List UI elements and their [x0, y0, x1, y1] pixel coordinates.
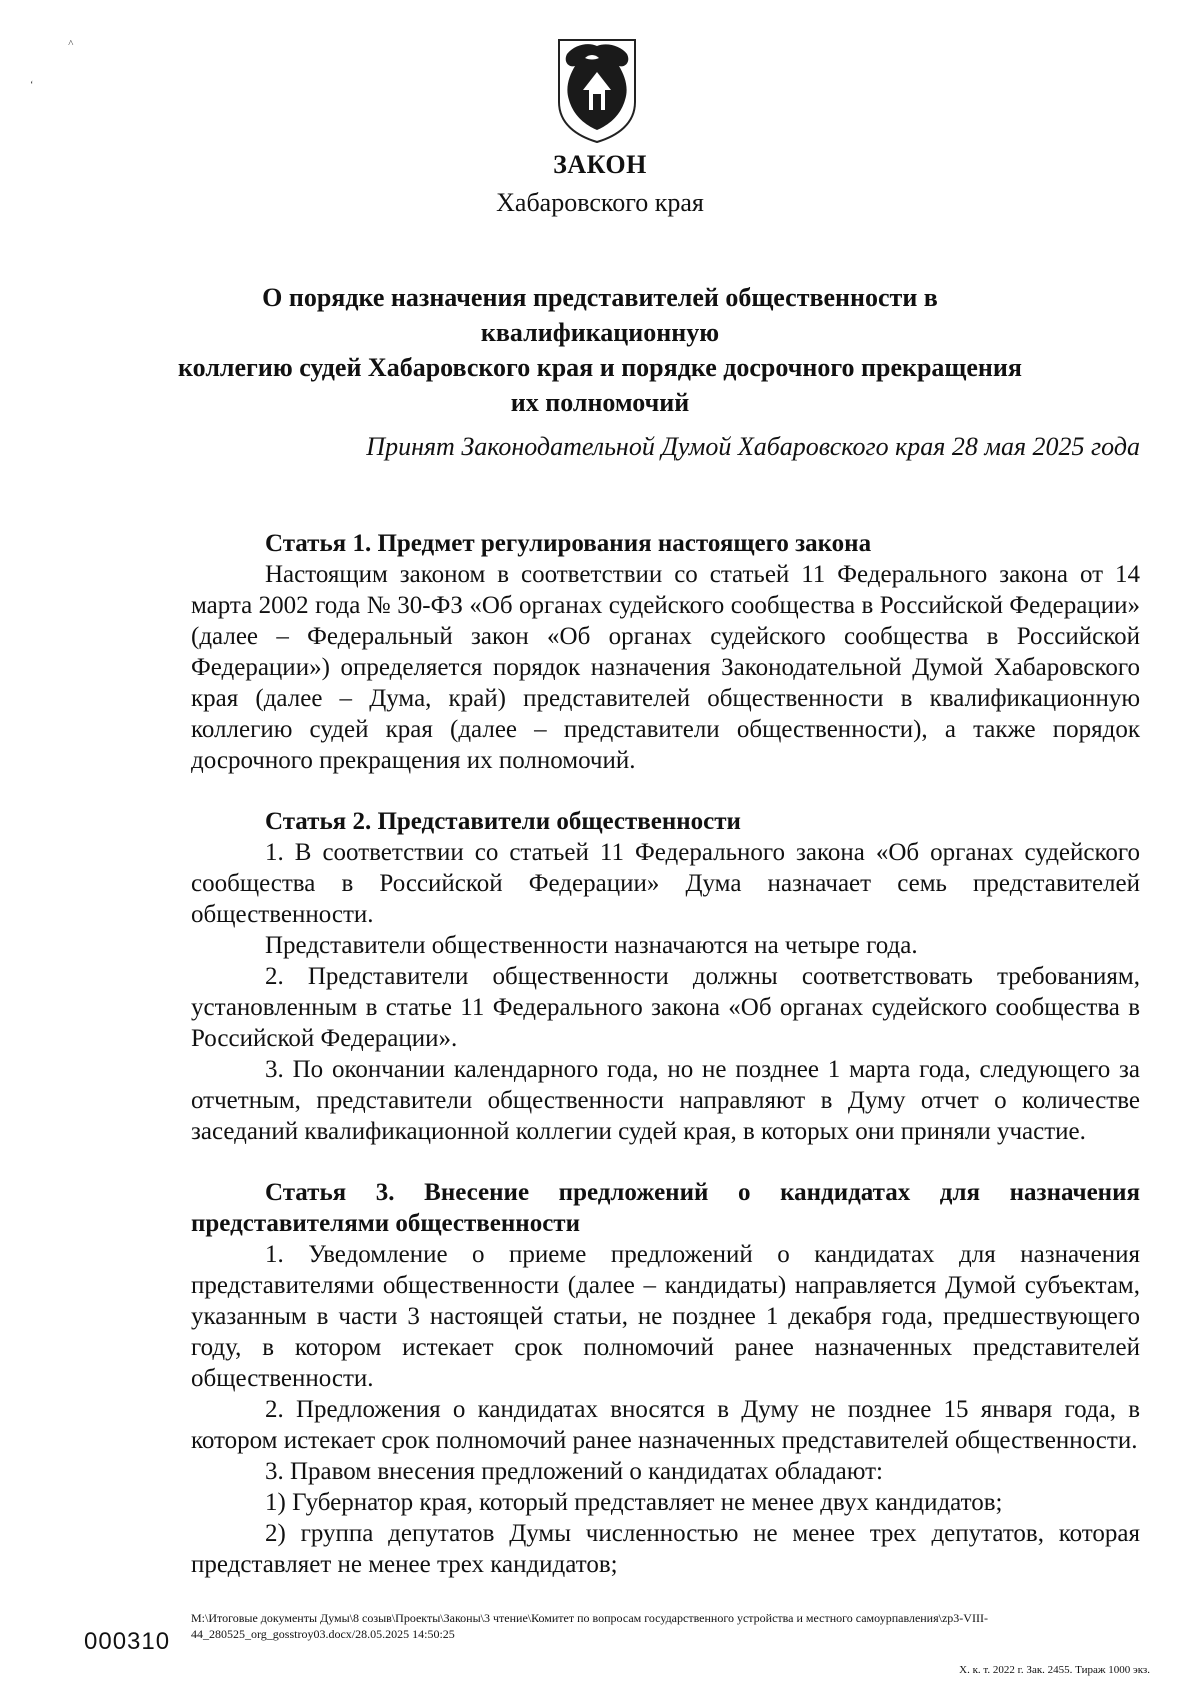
law-name-line: коллегию судей Хабаровского края и порядке досрочного прекращения	[178, 353, 1022, 382]
article-1-title: Статья 1. Предмет регулирования настоящего закона	[265, 530, 872, 557]
article-2-paragraph: 3. По окончании календарного года, но не позднее 1 марта года, следующего за отчетным, представители общественности направляют в Думу отчет о количестве заседаний квалификационной коллегии судей края, в которых они приняли участие.	[191, 1056, 1140, 1145]
article-2-paragraph: 2. Представители общественности должны соответствовать требованиям, установленным в статье 11 Федерального закона «Об органах судейского сообщества в Российской Федерации».	[191, 963, 1140, 1052]
document-body	[191, 528, 1140, 1580]
footer-file-path: M:\Итоговые документы Думы\8 созыв\Проекты\Законы\3 чтение\Комитет по вопросам государственного устройства и местного самоурпавления\zp3-VIII-44_280525_org_gosstroy03.docx/28.05.2025 14:50:25	[191, 1611, 988, 1641]
article-2-paragraph: 1. В соответствии со статьей 11 Федерального закона «Об органах судейского сообщества в Российской Федерации» Дума назначает семь представителей общественности.	[191, 839, 1140, 928]
article-3-paragraph: 1. Уведомление о приеме предложений о кандидатах для назначения представителями общественности (далее – кандидаты) направляется Думой субъектам, указанным в части 3 настоящей статьи, не позднее 1 декабря года, предшествующего году, в котором истекает срок полномочий ранее назначенных представителей общественности.	[191, 1241, 1140, 1392]
article-2-title: Статья 2. Представители общественности	[265, 808, 741, 835]
law-name	[150, 280, 1050, 420]
article-3-paragraph: 1) Губернатор края, который представляет не менее двух кандидатов;	[265, 1489, 1003, 1516]
adoption-note: Принят Законодательной Думой Хабаровского края 28 мая 2025 года	[366, 432, 1140, 461]
article-3-paragraph: 3. Правом внесения предложений о кандидатах обладают:	[265, 1458, 883, 1485]
footer-document-number: 000310	[84, 1628, 171, 1655]
law-name-line: их полномочий	[510, 388, 690, 417]
scan-speck: ʻ	[30, 80, 34, 91]
article-1-paragraph: Настоящим законом в соответствии со статьей 11 Федерального закона от 14 марта 2002 года № 30-ФЗ «Об органах судейского сообщества в Российской Федерации» (далее – Федеральный закон «Об органах судейского сообщества в Российской Федерации») определяется порядок назначения Законодательной Думой Хабаровского края (далее – Дума, край) представителей общественности в квалификационную коллегию судей края (далее – представители общественности), а также порядок досрочного прекращения их полномочий.	[191, 561, 1140, 774]
document-region: Хабаровского края	[496, 188, 704, 217]
footer-print-info: Х. к. т. 2022 г. Зак. 2455. Тираж 1000 экз.	[959, 1664, 1150, 1676]
law-name-line: О порядке назначения представителей общественности в квалификационную	[262, 283, 938, 347]
article-3-paragraph: 2. Предложения о кандидатах вносятся в Думу не позднее 15 января года, в котором истекает срок полномочий ранее назначенных представителей общественности.	[191, 1396, 1140, 1454]
article-2-paragraph: Представители общественности назначаются на четыре года.	[265, 932, 918, 959]
coat-of-arms-emblem	[555, 36, 639, 144]
scan-speck: ˄	[68, 38, 74, 49]
article-3-paragraph: 2) группа депутатов Думы численностью не менее трех депутатов, которая представляет не менее трех кандидатов;	[191, 1520, 1140, 1578]
article-3-title: Статья 3. Внесение предложений о кандидатах для назначения представителями общественности	[191, 1179, 1140, 1237]
document-title: ЗАКОН	[553, 150, 647, 179]
